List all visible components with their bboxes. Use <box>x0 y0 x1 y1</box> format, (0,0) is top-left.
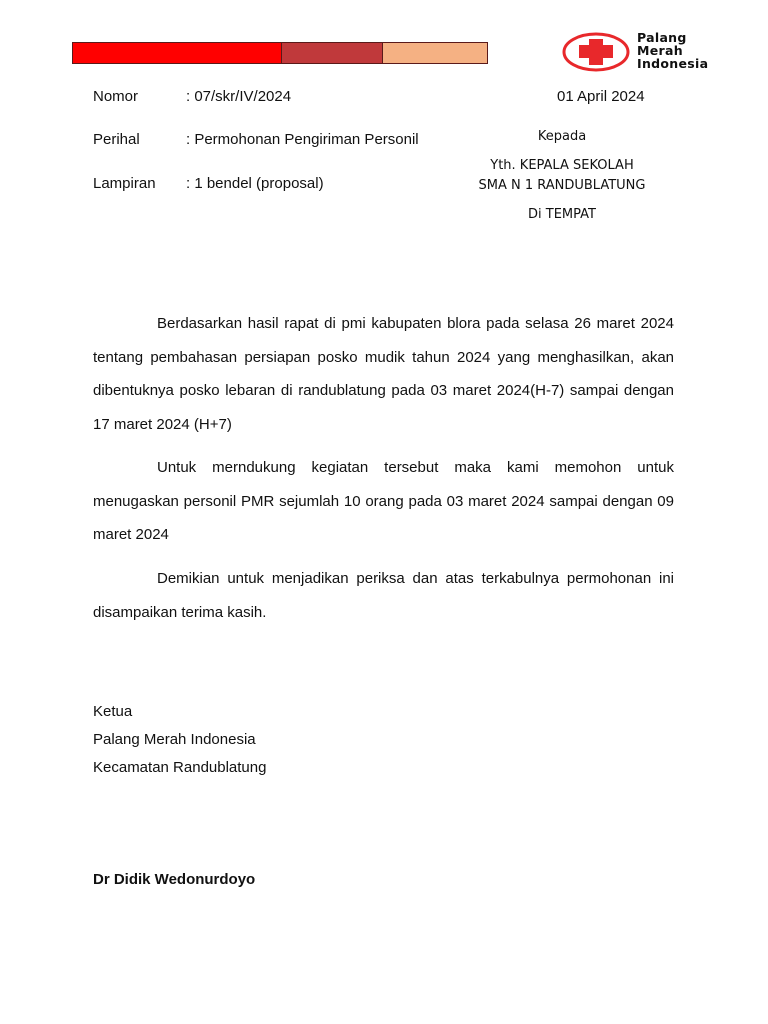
nomor-value: : 07/skr/IV/2024 <box>186 88 292 105</box>
recipient-line3: Di TEMPAT <box>528 207 596 222</box>
logo-text-line1: Palang <box>637 30 687 45</box>
logo-text-line2: Merah <box>637 43 683 58</box>
lampiran-label: Lampiran <box>93 175 156 192</box>
recipient-line2: SMA N 1 RANDUBLATUNG <box>478 178 646 193</box>
logo-text-line3: Indonesia <box>637 56 709 71</box>
body-paragraph-2: Untuk merndukung kegiatan tersebut maka kami memohon untuk menugaskan personil PMR sejumlah 10 orang pada 03 maret 2024 sampai dengan 09 maret 2024 <box>93 459 674 543</box>
letter-date: 01 April 2024 <box>557 88 645 105</box>
signature-district: Kecamatan Randublatung <box>93 759 267 776</box>
header-bar-peach <box>382 42 488 64</box>
recipient-kepada: Kepada <box>537 129 587 144</box>
body-paragraph-1: Berdasarkan hasil rapat di pmi kabupaten blora pada selasa 26 maret 2024 tentang pembahasan persiapan posko mudik tahun 2024 yang menghasilkan, akan dibentuknya posko lebaran di randublatung pada 03 maret 2024(H-7) sampai dengan 17 maret 2024 (H+7) <box>93 315 674 433</box>
body-paragraph-3: Demikian untuk menjadikan periksa dan atas terkabulnya permohonan ini disampaikan terima kasih. <box>93 570 674 621</box>
nomor-label: Nomor <box>93 88 139 105</box>
header-bar-red <box>72 42 282 64</box>
recipient-line1: Yth. KEPALA SEKOLAH <box>490 158 634 173</box>
header-bar-darkred <box>281 42 383 64</box>
lampiran-value: : 1 bendel (proposal) <box>186 175 324 192</box>
red-cross-icon <box>562 30 630 74</box>
signature-org: Palang Merah Indonesia <box>93 731 256 748</box>
perihal-label: Perihal <box>93 131 140 148</box>
signature-title: Ketua <box>93 703 133 720</box>
signatory-name: Dr Didik Wedonurdoyo <box>93 871 256 888</box>
perihal-value: : Permohonan Pengiriman Personil <box>186 131 419 148</box>
